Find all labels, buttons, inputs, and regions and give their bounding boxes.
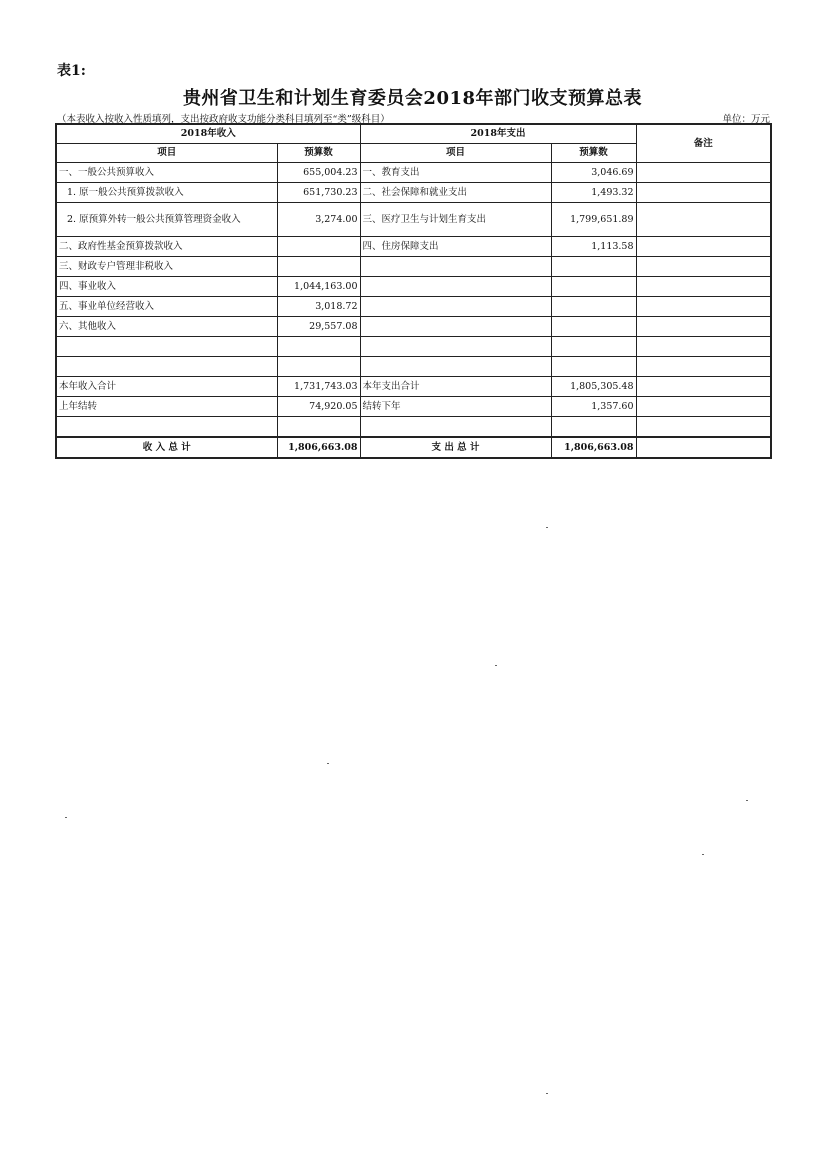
income-amount	[277, 357, 360, 377]
remark-cell	[636, 437, 771, 458]
expense-total-amount: 1,806,663.08	[551, 437, 636, 458]
table-row	[56, 357, 771, 377]
remark-cell	[636, 397, 771, 417]
income-item: 二、政府性基金预算拨款收入	[56, 237, 277, 257]
income-amount: 29,557.08	[277, 317, 360, 337]
expense-amount	[551, 317, 636, 337]
remark-cell	[636, 297, 771, 317]
remark-cell	[636, 357, 771, 377]
remark-cell	[636, 417, 771, 438]
table-row	[56, 163, 771, 183]
expense-item: 二、社会保障和就业支出	[360, 183, 551, 203]
expense-item: 一、教育支出	[360, 163, 551, 183]
expense-amount: 1,493.32	[551, 183, 636, 203]
page-title: 贵州省卫生和计划生育委员会2018年部门收支预算总表	[182, 88, 643, 109]
scan-speck	[702, 854, 704, 855]
income-amount	[277, 237, 360, 257]
expense-item	[360, 317, 551, 337]
expense-group-header: 2018年支出	[360, 124, 636, 144]
income-amount: 3,018.72	[277, 297, 360, 317]
expense-item: 本年支出合计	[360, 377, 551, 397]
income-amount: 651,730.23	[277, 183, 360, 203]
expense-amount: 1,799,651.89	[551, 203, 636, 237]
income-item: 三、财政专户管理非税收入	[56, 257, 277, 277]
income-amount: 3,274.00	[277, 203, 360, 237]
income-item: 本年收入合计	[56, 377, 277, 397]
scan-speck	[546, 1093, 548, 1094]
expense-amount	[551, 337, 636, 357]
unit-label: 单位：万元	[722, 114, 770, 125]
scan-speck	[495, 665, 497, 666]
income-amount: 1,044,163.00	[277, 277, 360, 297]
table-row	[56, 397, 771, 417]
expense-amount	[551, 257, 636, 277]
income-budget-header: 预算数	[277, 144, 360, 163]
expense-amount	[551, 417, 636, 438]
scan-speck	[65, 817, 67, 818]
expense-item	[360, 257, 551, 277]
income-amount	[277, 417, 360, 438]
income-amount: 1,731,743.03	[277, 377, 360, 397]
income-amount	[277, 257, 360, 277]
income-group-header: 2018年收入	[56, 124, 360, 144]
income-amount: 655,004.23	[277, 163, 360, 183]
table-row	[56, 337, 771, 357]
income-total-label: 收 入 总 计	[56, 437, 277, 458]
income-item: 上年结转	[56, 397, 277, 417]
income-item-header: 项目	[56, 144, 277, 163]
income-item	[56, 417, 277, 438]
table-row	[56, 297, 771, 317]
income-item: 2. 原预算外转一般公共预算管理资金收入	[56, 203, 277, 237]
totals-row	[56, 437, 771, 458]
remark-cell	[636, 317, 771, 337]
scan-speck	[746, 800, 748, 801]
budget-summary-table	[55, 123, 772, 459]
expense-amount: 1,805,305.48	[551, 377, 636, 397]
income-item: 六、其他收入	[56, 317, 277, 337]
expense-amount	[551, 297, 636, 317]
scan-speck	[546, 527, 548, 528]
income-amount: 74,920.05	[277, 397, 360, 417]
expense-amount	[551, 277, 636, 297]
remark-cell	[636, 183, 771, 203]
remark-cell	[636, 257, 771, 277]
expense-item	[360, 277, 551, 297]
expense-item	[360, 297, 551, 317]
remark-cell	[636, 237, 771, 257]
table-row	[56, 183, 771, 203]
remark-cell	[636, 163, 771, 183]
table-row	[56, 277, 771, 297]
remark-cell	[636, 277, 771, 297]
remark-header: 备注	[636, 124, 771, 163]
expense-item: 三、医疗卫生与计划生育支出	[360, 203, 551, 237]
income-item	[56, 337, 277, 357]
table-row	[56, 317, 771, 337]
table-row	[56, 237, 771, 257]
expense-amount: 1,113.58	[551, 237, 636, 257]
expense-budget-header: 预算数	[551, 144, 636, 163]
expense-item	[360, 417, 551, 438]
income-item: 一、一般公共预算收入	[56, 163, 277, 183]
income-amount	[277, 337, 360, 357]
income-item: 1. 原一般公共预算拨款收入	[56, 183, 277, 203]
remark-cell	[636, 203, 771, 237]
income-item: 五、事业单位经营收入	[56, 297, 277, 317]
income-total-amount: 1,806,663.08	[277, 437, 360, 458]
table-row	[56, 417, 771, 438]
table-row	[56, 377, 771, 397]
remark-cell	[636, 337, 771, 357]
expense-amount: 3,046.69	[551, 163, 636, 183]
scan-speck	[327, 763, 329, 764]
table-row	[56, 257, 771, 277]
income-item: 四、事业收入	[56, 277, 277, 297]
expense-item-header: 项目	[360, 144, 551, 163]
remark-cell	[636, 377, 771, 397]
income-item	[56, 357, 277, 377]
expense-item: 四、住房保障支出	[360, 237, 551, 257]
expense-item: 结转下年	[360, 397, 551, 417]
table-note: （本表收入按收入性质填列，支出按政府收支功能分类科目填列至“类”级科目）	[57, 114, 390, 125]
expense-amount: 1,357.60	[551, 397, 636, 417]
expense-total-label: 支 出 总 计	[360, 437, 551, 458]
table-row	[56, 203, 771, 237]
expense-item	[360, 357, 551, 377]
expense-item	[360, 337, 551, 357]
table-label: 表1:	[57, 63, 86, 79]
expense-amount	[551, 357, 636, 377]
